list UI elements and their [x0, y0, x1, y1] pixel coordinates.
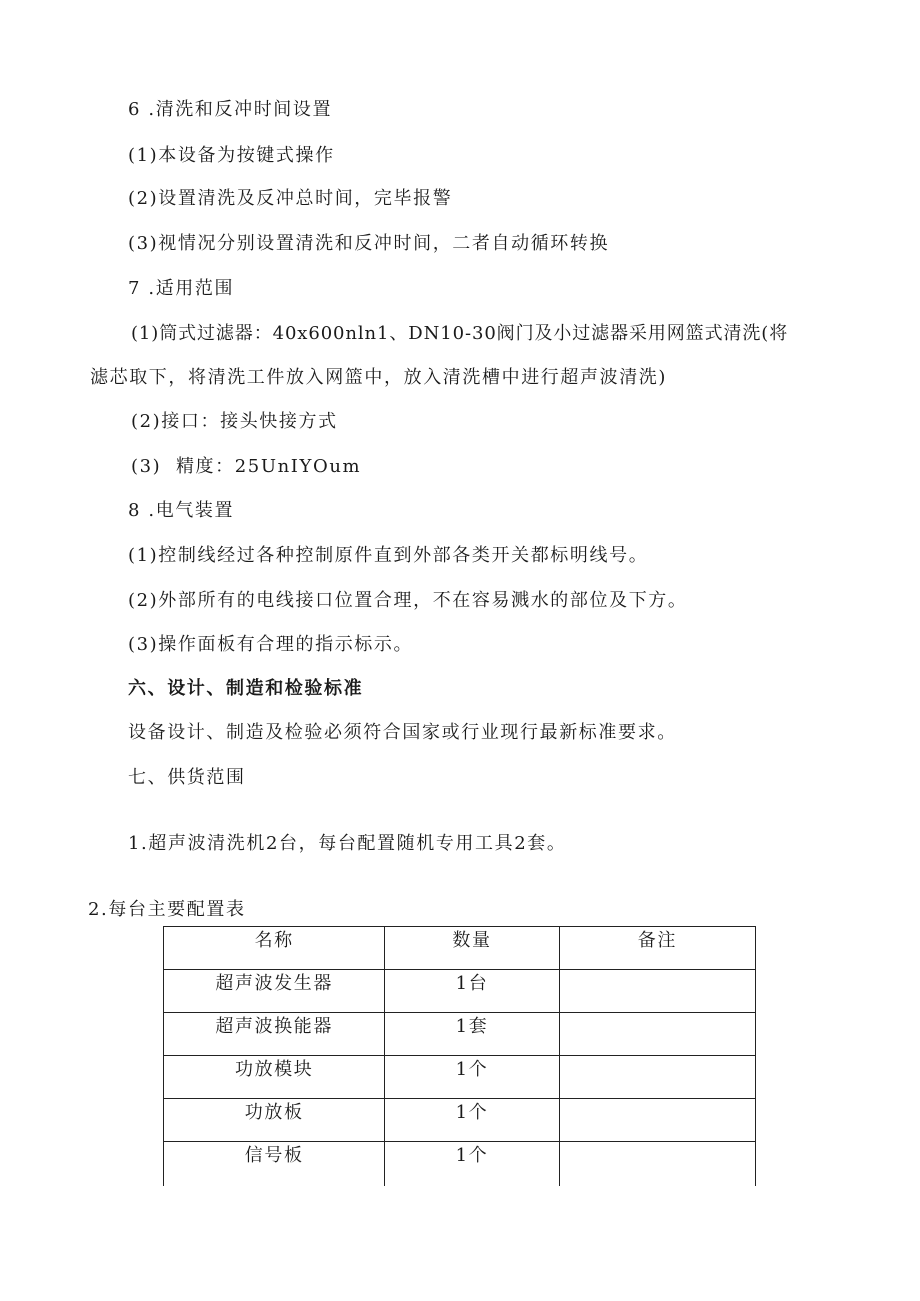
table-cell-notes: [559, 1013, 755, 1056]
design-standards-text: 设备设计、制造及检验必须符合国家或行业现行最新标准要求。: [128, 722, 677, 743]
table-cell-name: 功放模块: [164, 1056, 385, 1099]
table-cell-quantity: 1套: [385, 1013, 559, 1056]
table-row: [164, 1142, 756, 1187]
table-cell-quantity: 1台: [385, 970, 559, 1013]
table-cell-notes: [559, 1099, 755, 1142]
configuration-table: [163, 926, 756, 1186]
supply-item-1: 1.超声波清洗机2台，每台配置随机专用工具2套。: [128, 833, 567, 854]
table-cell-name: 超声波换能器: [164, 1013, 385, 1056]
supply-item-2-caption: 2.每台主要配置表: [88, 899, 246, 920]
table-cell-notes: [559, 970, 755, 1013]
table-cell-quantity: 1个: [385, 1056, 559, 1099]
section-8-title: 8 .电气装置: [128, 500, 235, 521]
table-cell-quantity: 1个: [385, 1142, 559, 1187]
section-8-item-2: (2)外部所有的电线接口位置合理，不在容易溅水的部位及下方。: [128, 590, 688, 611]
table-header-notes: 备注: [559, 927, 755, 970]
section-6-title: 6 .清洗和反冲时间设置: [128, 99, 333, 120]
section-6-item-3: (3)视情况分别设置清洗和反冲时间，二者自动循环转换: [128, 233, 610, 254]
table-cell-name: 功放板: [164, 1099, 385, 1142]
table-header-row: [164, 927, 756, 970]
table-row: [164, 1056, 756, 1099]
heading-supply-scope: 七、供货范围: [128, 767, 246, 788]
section-7-item-1-line-2: 滤芯取下，将清洗工件放入网篮中，放入清洗槽中进行超声波清洗): [90, 367, 668, 388]
table-row: [164, 1099, 756, 1142]
table-header-quantity: 数量: [385, 927, 559, 970]
table-cell-name: 超声波发生器: [164, 970, 385, 1013]
table-header-name: 名称: [164, 927, 385, 970]
table-cell-quantity: 1个: [385, 1099, 559, 1142]
table-cell-notes: [559, 1142, 755, 1187]
table-row: [164, 1013, 756, 1056]
section-8-item-1: (1)控制线经过各种控制原件直到外部各类开关都标明线号。: [128, 545, 649, 566]
section-7-title: 7 .适用范围: [128, 278, 235, 299]
section-7-item-3: (3) 精度：25UnIYOum: [131, 456, 362, 477]
table-cell-notes: [559, 1056, 755, 1099]
section-7-item-1-line-1: (1)筒式过滤器：40x600nln1、DN10-30阀门及小过滤器采用网篮式清洗(将: [131, 323, 789, 344]
section-7-item-2: (2)接口：接头快接方式: [131, 411, 338, 432]
section-8-item-3: (3)操作面板有合理的指示标示。: [128, 634, 414, 655]
heading-design-standards: 六、设计、制造和检验标准: [128, 678, 364, 699]
table-row: [164, 970, 756, 1013]
section-6-item-1: (1)本设备为按键式操作: [128, 145, 335, 166]
table-cell-name: 信号板: [164, 1142, 385, 1187]
section-6-item-2: (2)设置清洗及反冲总时间，完毕报警: [128, 188, 453, 209]
